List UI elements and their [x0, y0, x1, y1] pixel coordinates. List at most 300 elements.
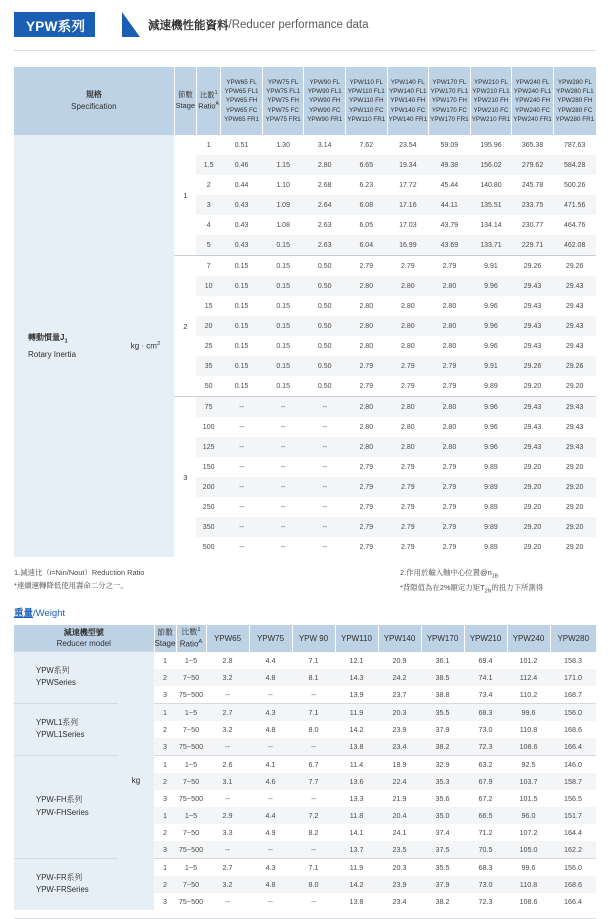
inertia-value-cell: 9.89	[470, 477, 512, 497]
weight-value-cell: 18.9	[378, 755, 421, 773]
inertia-value-cell: 29.43	[553, 316, 596, 336]
ratio-cell: 1.5	[196, 155, 220, 175]
header-stage-en: Stage	[175, 101, 195, 110]
inertia-value-cell: 2.80	[429, 417, 471, 437]
weight-value-cell: 23.9	[378, 721, 421, 738]
inertia-value-cell: 1.09	[262, 195, 304, 215]
weight-section-title	[14, 605, 596, 619]
inertia-value-cell: --	[221, 517, 263, 537]
inertia-value-cell: 2.80	[429, 437, 471, 457]
weight-stage-cell: 1	[154, 858, 176, 876]
header-specification-en: Specification	[71, 102, 117, 111]
weight-value-cell: --	[249, 738, 292, 756]
inertia-value-cell: 9.89	[470, 457, 512, 477]
weight-value-cell: 20.9	[378, 652, 421, 669]
header-model-variant: YPW140 FL1	[389, 88, 427, 96]
page-title	[148, 12, 369, 37]
header-weight-ratio	[176, 625, 206, 652]
inertia-value-cell: 0.15	[262, 316, 304, 336]
weight-value-cell: 3.2	[206, 876, 249, 893]
inertia-value-cell: 464.76	[553, 215, 596, 235]
weight-value-cell: --	[249, 686, 292, 704]
table-row	[14, 703, 596, 721]
footnote-left-line1: 1.減速比（i=Nin/Nout）Reduction Ratio	[14, 568, 145, 577]
weight-value-cell: 14.3	[335, 669, 378, 686]
inertia-value-cell: 9.96	[470, 417, 512, 437]
ratio-cell: 20	[196, 316, 220, 336]
weight-value-cell: 4.3	[249, 703, 292, 721]
weight-value-cell: 164.4	[550, 824, 596, 841]
inertia-value-cell: 2.80	[346, 437, 388, 457]
header-model-variant: YPW210 FL1	[472, 88, 510, 96]
weight-ratio-cell: 75~500	[176, 893, 206, 910]
header-weight-column: YPW65	[206, 625, 249, 652]
weight-value-cell: --	[249, 893, 292, 910]
ratio-cell: 25	[196, 336, 220, 356]
weight-value-cell: 110.8	[507, 721, 550, 738]
weight-value-cell: 23.5	[378, 841, 421, 859]
inertia-value-cell: 0.51	[221, 135, 263, 155]
weight-group-label-en: YPWSeries	[36, 678, 76, 688]
inertia-value-cell: 2.79	[387, 356, 429, 376]
weight-group-label-en: YPWL1Series	[36, 730, 85, 739]
inertia-value-cell: 0.50	[304, 296, 346, 316]
ratio-cell: 35	[196, 356, 220, 376]
header-model-variant: YPW90 FR1	[307, 115, 343, 123]
inertia-value-cell: 2.79	[429, 256, 471, 277]
weight-value-cell: 107.2	[507, 824, 550, 841]
stage-cell: 2	[174, 256, 196, 397]
inertia-value-cell: 2.80	[304, 155, 346, 175]
header-model-variant: YPW90 FL	[309, 79, 340, 87]
inertia-value-cell: 2.79	[346, 256, 388, 277]
inertia-value-cell: 29.20	[553, 517, 596, 537]
inertia-value-cell: 29.43	[553, 336, 596, 356]
weight-value-cell: 110.2	[507, 686, 550, 704]
series-tag-slant-decoration	[122, 12, 140, 37]
header-model-variant: YPW240 FR1	[513, 115, 552, 123]
weight-value-cell: 158.7	[550, 773, 596, 790]
inertia-value-cell: 9.91	[470, 256, 512, 277]
weight-value-cell: 146.0	[550, 755, 596, 773]
inertia-value-cell: 1.15	[262, 155, 304, 175]
inertia-value-cell: 229.71	[512, 235, 554, 256]
inertia-value-cell: 9.91	[470, 356, 512, 376]
header-model-variant: YPW280 FH	[557, 97, 593, 105]
weight-value-cell: 36.1	[421, 652, 464, 669]
weight-value-cell: 37.4	[421, 824, 464, 841]
header-model-column	[512, 67, 554, 135]
header-weight-stage	[154, 625, 176, 652]
inertia-value-cell: 2.80	[429, 296, 471, 316]
inertia-value-cell: 245.78	[512, 175, 554, 195]
inertia-value-cell: --	[304, 457, 346, 477]
weight-ratio-cell: 75~500	[176, 686, 206, 704]
ratio-cell: 125	[196, 437, 220, 457]
inertia-value-cell: 29.20	[512, 376, 554, 397]
header-stage-cn: 節數	[177, 90, 193, 100]
weight-group-label	[14, 755, 118, 858]
weight-value-cell: 14.1	[335, 824, 378, 841]
header-weight-stage-cn: 節數	[157, 628, 173, 638]
header-model-variant: YPW140 FR1	[388, 115, 428, 123]
ratio-cell: 7	[196, 256, 220, 277]
inertia-value-cell: 2.79	[346, 537, 388, 557]
weight-value-cell: 4.4	[249, 652, 292, 669]
weight-value-cell: 72.3	[464, 738, 507, 756]
header-model-variant: YPW170 FL1	[430, 88, 469, 96]
weight-value-cell: 101.2	[507, 652, 550, 669]
header-model-variant: YPW75 FH	[267, 97, 299, 105]
performance-table-body	[14, 135, 596, 557]
footnote-right-line2: *背隙值為在2%額定力矩$T_{2N}$的扭力下所測得	[400, 582, 544, 595]
inertia-value-cell: --	[262, 537, 304, 557]
header-weight-ratio-cn: 比數$^1$	[181, 627, 201, 638]
weight-value-cell: 38.2	[421, 738, 464, 756]
page-title-separator: /	[228, 18, 232, 31]
header-model-variant: YPW170 FH	[431, 97, 467, 105]
inertia-value-cell: 44.11	[429, 195, 471, 215]
inertia-value-cell: --	[262, 517, 304, 537]
inertia-value-cell: 9.89	[470, 376, 512, 397]
weight-stage-cell: 2	[154, 773, 176, 790]
bottom-divider	[14, 910, 596, 919]
inertia-value-cell: 29.20	[553, 477, 596, 497]
weight-header-row	[14, 625, 596, 652]
weight-value-cell: 156.5	[550, 790, 596, 807]
inertia-value-cell: 9.96	[470, 276, 512, 296]
inertia-value-cell: 0.46	[221, 155, 263, 175]
inertia-value-cell: 1.30	[262, 135, 304, 155]
weight-value-cell: 92.5	[507, 755, 550, 773]
inertia-value-cell: 2.79	[346, 497, 388, 517]
inertia-value-cell: 2.68	[304, 175, 346, 195]
header-model-variant: YPW210 FR1	[471, 115, 511, 123]
inertia-value-cell: --	[221, 537, 263, 557]
header-weight-stage-en: Stage	[154, 639, 176, 649]
inertia-value-cell: 29.43	[553, 397, 596, 418]
weight-value-cell: 162.2	[550, 841, 596, 859]
inertia-value-cell: --	[304, 517, 346, 537]
weight-value-cell: --	[292, 686, 335, 704]
inertia-value-cell: 787.63	[553, 135, 596, 155]
ratio-cell: 50	[196, 376, 220, 397]
inertia-value-cell: 29.43	[512, 336, 554, 356]
inertia-value-cell: 0.15	[262, 356, 304, 376]
inertia-value-cell: 2.63	[304, 235, 346, 256]
header-weight-ratio-en: Ratio$^A$	[179, 639, 203, 649]
inertia-value-cell: 29.26	[553, 256, 596, 277]
inertia-value-cell: 1.10	[262, 175, 304, 195]
inertia-value-cell: 2.80	[387, 276, 429, 296]
row-label-cn: 轉動慣量$J_1$	[28, 332, 68, 345]
weight-ratio-cell: 1~5	[176, 652, 206, 669]
inertia-value-cell: 2.80	[387, 397, 429, 418]
inertia-value-cell: 2.79	[346, 517, 388, 537]
weight-value-cell: 4.8	[249, 876, 292, 893]
weight-stage-cell: 2	[154, 824, 176, 841]
weight-ratio-cell: 75~500	[176, 841, 206, 859]
performance-header-row	[14, 67, 596, 135]
header-model-variant: YPW240 FH	[515, 97, 551, 105]
weight-value-cell: 67.9	[464, 773, 507, 790]
header-weight-column: YPW170	[421, 625, 464, 652]
header-model-variant: YPW65 FC	[225, 106, 258, 114]
weight-value-cell: 37.9	[421, 876, 464, 893]
inertia-value-cell: 2.79	[429, 537, 471, 557]
inertia-value-cell: 2.79	[429, 457, 471, 477]
performance-table-head	[14, 67, 596, 135]
weight-group-label-en: YPW-FHSeries	[36, 807, 89, 817]
weight-value-cell: 168.6	[550, 876, 596, 893]
inertia-value-cell: 2.80	[429, 316, 471, 336]
inertia-value-cell: 0.50	[304, 276, 346, 296]
inertia-value-cell: 43.69	[429, 235, 471, 256]
inertia-value-cell: 9.89	[470, 517, 512, 537]
header-reducer-model-cn: 減速機型號	[63, 627, 104, 637]
performance-table-container	[14, 67, 596, 557]
header-model-variant: YPW210 FC	[473, 106, 509, 114]
inertia-value-cell: 2.79	[429, 477, 471, 497]
inertia-value-cell: 233.75	[512, 195, 554, 215]
inertia-value-cell: 0.15	[221, 296, 263, 316]
inertia-value-cell: 500.26	[553, 175, 596, 195]
footnote-right-line1: 2.作用於輸入軸中心位置$@n_{1B}$	[400, 568, 499, 580]
weight-value-cell: 2.8	[206, 652, 249, 669]
inertia-value-cell: 0.15	[262, 256, 304, 277]
inertia-value-cell: 17.03	[387, 215, 429, 235]
inertia-value-cell: 2.80	[429, 397, 471, 418]
inertia-value-cell: 279.62	[512, 155, 554, 175]
weight-value-cell: 151.7	[550, 807, 596, 824]
inertia-value-cell: 2.79	[346, 356, 388, 376]
weight-value-cell: 7.1	[292, 858, 335, 876]
inertia-value-cell: 230.77	[512, 215, 554, 235]
inertia-value-cell: 3.14	[304, 135, 346, 155]
inertia-value-cell: --	[221, 417, 263, 437]
weight-value-cell: 7.7	[292, 773, 335, 790]
inertia-value-cell: 17.72	[387, 175, 429, 195]
header-model-variant: YPW280 FC	[557, 106, 593, 114]
weight-value-cell: 35.0	[421, 807, 464, 824]
weight-value-cell: 156.0	[550, 858, 596, 876]
table-row	[14, 135, 596, 155]
inertia-value-cell: 29.26	[553, 356, 596, 376]
inertia-value-cell: 6.23	[346, 175, 388, 195]
weight-title-en: Weight	[35, 608, 66, 619]
weight-value-cell: 4.4	[249, 807, 292, 824]
stage-cell: 3	[174, 397, 196, 558]
weight-stage-cell: 3	[154, 738, 176, 756]
weight-value-cell: 24.2	[378, 669, 421, 686]
inertia-value-cell: 0.50	[304, 376, 346, 397]
inertia-value-cell: 0.15	[262, 336, 304, 356]
header-model-variant: YPW65 FL	[226, 79, 257, 87]
weight-value-cell: 11.9	[335, 858, 378, 876]
header-reducer-model-en: Reducer model	[56, 639, 111, 648]
weight-value-cell: 74.1	[464, 669, 507, 686]
weight-ratio-cell: 1~5	[176, 755, 206, 773]
header-model-variant: YPW110 FL	[349, 79, 384, 87]
weight-value-cell: 105.0	[507, 841, 550, 859]
weight-value-cell: 35.6	[421, 790, 464, 807]
weight-value-cell: 37.9	[421, 721, 464, 738]
weight-value-cell: --	[249, 841, 292, 859]
header-model-variant: YPW90 FH	[308, 97, 341, 105]
inertia-value-cell: 29.20	[553, 537, 596, 557]
weight-ratio-cell: 7~50	[176, 876, 206, 893]
inertia-value-cell: 29.20	[553, 376, 596, 397]
header-model-variant: YPW110 FC	[349, 106, 384, 114]
header-model-column	[387, 67, 429, 135]
weight-value-cell: 20.3	[378, 858, 421, 876]
ratio-cell: 100	[196, 417, 220, 437]
weight-value-cell: 73.0	[464, 721, 507, 738]
weight-value-cell: --	[206, 790, 249, 807]
page-title-en: Reducer performance data	[231, 18, 369, 31]
inertia-value-cell: 9.96	[470, 437, 512, 457]
weight-ratio-cell: 7~50	[176, 721, 206, 738]
weight-value-cell: 13.8	[335, 893, 378, 910]
row-label-rotary-inertia	[14, 135, 174, 557]
inertia-value-cell: 2.79	[346, 376, 388, 397]
weight-value-cell: 7.2	[292, 807, 335, 824]
weight-value-cell: 3.2	[206, 669, 249, 686]
weight-table-container	[14, 625, 596, 910]
weight-value-cell: 171.0	[550, 669, 596, 686]
inertia-value-cell: 0.50	[304, 356, 346, 376]
weight-value-cell: 4.3	[249, 858, 292, 876]
weight-table-head	[14, 625, 596, 652]
inertia-value-cell: 2.80	[346, 336, 388, 356]
inertia-value-cell: 2.80	[346, 316, 388, 336]
weight-value-cell: 21.9	[378, 790, 421, 807]
inertia-value-cell: 2.79	[387, 376, 429, 397]
inertia-value-cell: 2.79	[387, 256, 429, 277]
inertia-value-cell: 59.09	[429, 135, 471, 155]
inertia-value-cell: 29.43	[553, 296, 596, 316]
inertia-value-cell: 29.20	[553, 457, 596, 477]
inertia-value-cell: 9.96	[470, 316, 512, 336]
inertia-value-cell: --	[304, 397, 346, 418]
inertia-value-cell: 29.43	[512, 276, 554, 296]
weight-value-cell: 99.6	[507, 858, 550, 876]
inertia-value-cell: 0.15	[221, 356, 263, 376]
weight-value-cell: 63.2	[464, 755, 507, 773]
weight-stage-cell: 1	[154, 755, 176, 773]
inertia-value-cell: --	[262, 457, 304, 477]
ratio-cell: 250	[196, 497, 220, 517]
weight-value-cell: 96.0	[507, 807, 550, 824]
weight-value-cell: 2.9	[206, 807, 249, 824]
weight-stage-cell: 2	[154, 721, 176, 738]
inertia-value-cell: 29.43	[512, 417, 554, 437]
header-model-variant: YPW140 FC	[390, 106, 426, 114]
inertia-value-cell: 29.43	[553, 276, 596, 296]
inertia-value-cell: 156.02	[470, 155, 512, 175]
header-model-variant: YPW240 FC	[515, 106, 551, 114]
ratio-cell: 15	[196, 296, 220, 316]
inertia-value-cell: 2.80	[387, 437, 429, 457]
weight-stage-cell: 2	[154, 876, 176, 893]
inertia-value-cell: 195.96	[470, 135, 512, 155]
weight-value-cell: 108.6	[507, 893, 550, 910]
inertia-value-cell: 2.79	[387, 497, 429, 517]
header-model-column	[304, 67, 346, 135]
inertia-value-cell: 2.79	[387, 477, 429, 497]
weight-value-cell: --	[206, 893, 249, 910]
header-model-variant: YPW170 FR1	[430, 115, 469, 123]
weight-value-cell: --	[206, 686, 249, 704]
inertia-value-cell: 140.80	[470, 175, 512, 195]
header-model-column	[346, 67, 388, 135]
header-model-variant: YPW90 FC	[308, 106, 341, 114]
weight-stage-cell: 2	[154, 669, 176, 686]
footnotes	[14, 567, 596, 601]
inertia-value-cell: 0.50	[304, 256, 346, 277]
ratio-cell: 5	[196, 235, 220, 256]
weight-value-cell: 112.4	[507, 669, 550, 686]
inertia-value-cell: 6.04	[346, 235, 388, 256]
weight-value-cell: 156.0	[550, 703, 596, 721]
inertia-value-cell: 29.20	[553, 497, 596, 517]
ratio-cell: 150	[196, 457, 220, 477]
inertia-value-cell: 29.20	[512, 497, 554, 517]
inertia-value-cell: 2.79	[346, 457, 388, 477]
weight-value-cell: 2.7	[206, 703, 249, 721]
weight-value-cell: 14.2	[335, 721, 378, 738]
weight-stage-cell: 3	[154, 893, 176, 910]
weight-value-cell: 3.2	[206, 721, 249, 738]
weight-value-cell: 2.7	[206, 858, 249, 876]
inertia-value-cell: 0.15	[262, 235, 304, 256]
table-row	[14, 652, 596, 669]
inertia-value-cell: 6.65	[346, 155, 388, 175]
weight-value-cell: 108.6	[507, 738, 550, 756]
weight-stage-cell: 1	[154, 652, 176, 669]
header-weight-column: YPW75	[249, 625, 292, 652]
header-model-variant: YPW280 FL	[557, 79, 592, 87]
inertia-value-cell: 9.89	[470, 537, 512, 557]
header-model-variant: YPW75 FC	[267, 106, 299, 114]
header-model-variant: YPW240 FL1	[513, 88, 552, 96]
inertia-value-cell: --	[262, 397, 304, 418]
weight-value-cell: 38.5	[421, 669, 464, 686]
inertia-value-cell: 2.79	[346, 477, 388, 497]
inertia-value-cell: 29.43	[512, 397, 554, 418]
inertia-value-cell: 49.38	[429, 155, 471, 175]
inertia-value-cell: 29.26	[512, 356, 554, 376]
stage-cell: 1	[174, 135, 196, 256]
series-tag: YPW系列	[14, 12, 95, 37]
weight-group-label-cn: YPW系列	[36, 665, 70, 675]
weight-value-cell: 72.3	[464, 893, 507, 910]
inertia-value-cell: 2.80	[429, 336, 471, 356]
inertia-value-cell: 0.15	[262, 276, 304, 296]
inertia-value-cell: 29.43	[512, 437, 554, 457]
weight-value-cell: 73.0	[464, 876, 507, 893]
inertia-value-cell: 2.79	[387, 517, 429, 537]
weight-value-cell: 38.8	[421, 686, 464, 704]
footnote-left	[14, 567, 144, 593]
weight-ratio-cell: 1~5	[176, 703, 206, 721]
inertia-value-cell: 2.80	[387, 316, 429, 336]
header-model-variant: YPW65 FH	[225, 97, 258, 105]
weight-value-cell: 4.1	[249, 755, 292, 773]
header-model-variant: YPW280 FR1	[555, 115, 595, 123]
weight-value-cell: --	[249, 790, 292, 807]
inertia-value-cell: 6.05	[346, 215, 388, 235]
